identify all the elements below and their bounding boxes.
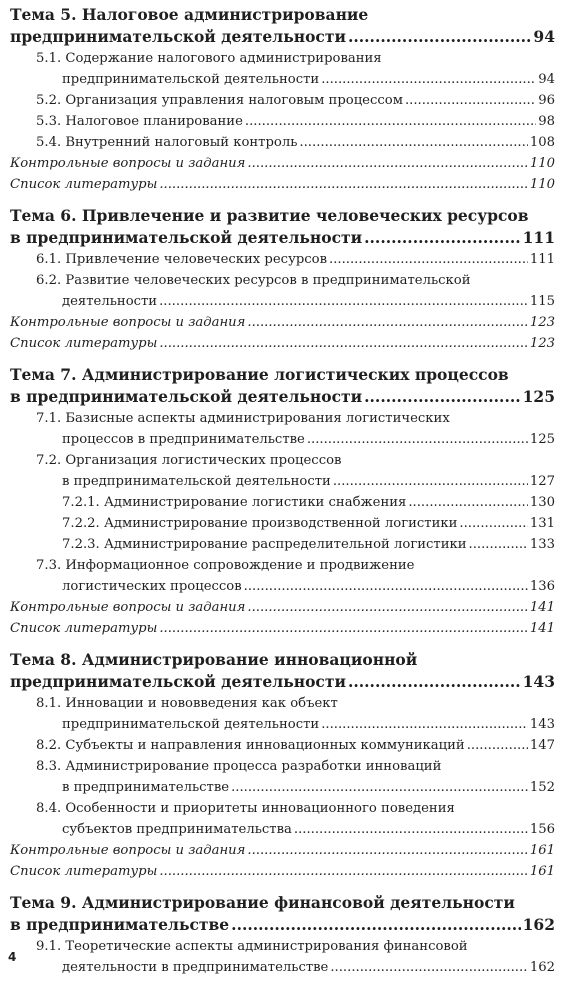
toc-subentry[interactable] <box>10 513 555 534</box>
entry-label: Контрольные вопросы и задания <box>10 600 246 615</box>
entry-line-2: в предпринимательстве <box>62 780 230 795</box>
toc-entry[interactable] <box>10 291 555 312</box>
page-number: 147 <box>529 738 555 753</box>
entry-label: Список литературы <box>10 621 158 636</box>
entry-line-2: предпринимательской деятельности <box>62 717 320 732</box>
dot-leader <box>247 840 527 861</box>
page-number: 131 <box>529 516 555 531</box>
toc-entry[interactable] <box>10 90 555 111</box>
toc-heading-row[interactable] <box>10 914 555 936</box>
topic-title-line-1: Тема 5. Налоговое администрирование <box>10 5 369 24</box>
page-number: 152 <box>529 780 555 795</box>
toc-entry[interactable] <box>10 132 555 153</box>
page-number: 162 <box>529 960 555 975</box>
entry-line-1: 7.3. Информационное сопровождение и продвижение <box>36 558 415 573</box>
dot-leader <box>330 957 527 978</box>
entry-line-2: процессов в предпринимательстве <box>62 432 305 447</box>
dot-leader <box>307 429 528 450</box>
dot-leader <box>467 735 528 756</box>
entry-line-1: 5.1. Содержание налогового администрирования <box>36 51 382 66</box>
entry-label: Контрольные вопросы и задания <box>10 156 246 171</box>
topic-title-line-2: в предпринимательской деятельности <box>10 387 363 406</box>
topic-title-line-1: Тема 6. Привлечение и развитие человеческих ресурсов <box>10 206 529 225</box>
page-number: 162 <box>522 915 555 934</box>
dot-leader <box>159 333 528 354</box>
dot-leader <box>321 714 528 735</box>
topic-title-line-1: Тема 9. Администрирование финансовой деятельности <box>10 893 515 912</box>
entry-line-1: 8.1. Инновации и нововведения как объект <box>36 696 338 711</box>
topic-title-line-2: предпринимательской деятельности <box>10 672 346 691</box>
entry-label: Контрольные вопросы и задания <box>10 315 246 330</box>
page-number: 156 <box>529 822 555 837</box>
dot-leader <box>469 534 528 555</box>
page-number: 108 <box>529 135 555 150</box>
dot-leader <box>159 174 528 195</box>
toc-entry[interactable] <box>10 69 555 90</box>
dot-leader <box>247 597 527 618</box>
entry-line-2: деятельности <box>62 294 158 309</box>
page-number: 143 <box>529 717 555 732</box>
entry-label: 7.2.3. Администрирование распределительной логистики <box>62 537 467 552</box>
dot-leader <box>159 618 528 639</box>
toc-entry[interactable] <box>10 819 555 840</box>
toc-entry[interactable] <box>10 777 555 798</box>
toc-entry[interactable] <box>10 429 555 450</box>
dot-leader <box>231 777 528 798</box>
toc-entry[interactable] <box>10 249 555 270</box>
page-number: 110 <box>529 156 555 171</box>
toc-entry-literature[interactable] <box>10 861 555 882</box>
page-number: 111 <box>529 252 555 267</box>
toc-entry-questions[interactable] <box>10 597 555 618</box>
dot-leader <box>159 291 528 312</box>
entry-label: Контрольные вопросы и задания <box>10 843 246 858</box>
dot-leader <box>231 914 520 936</box>
entry-label: Список литературы <box>10 336 158 351</box>
toc-heading-row[interactable] <box>10 671 555 693</box>
page-number: 141 <box>529 621 555 636</box>
topic-title-line-2: предпринимательской деятельности <box>10 27 346 46</box>
entry-label: 5.3. Налоговое планирование <box>36 114 243 129</box>
dot-leader <box>459 513 527 534</box>
page-number: 141 <box>529 600 555 615</box>
entry-label: 7.2.2. Администрирование производственной логистики <box>62 516 458 531</box>
entry-label: 6.1. Привлечение человеческих ресурсов <box>36 252 328 267</box>
dot-leader <box>321 69 536 90</box>
dot-leader <box>405 90 536 111</box>
page-number: 96 <box>538 93 555 108</box>
dot-leader <box>364 227 521 249</box>
toc-entry-literature[interactable] <box>10 618 555 639</box>
page-number: 161 <box>529 843 555 858</box>
page-number: 111 <box>522 228 555 247</box>
toc-entry-questions[interactable] <box>10 840 555 861</box>
toc-entry-questions[interactable] <box>10 153 555 174</box>
toc-heading-row[interactable] <box>10 386 555 408</box>
entry-line-1: 8.3. Администрирование процесса разработки инноваций <box>36 759 442 774</box>
entry-line-2: логистических процессов <box>62 579 242 594</box>
page-number: 127 <box>529 474 555 489</box>
entry-label: Список литературы <box>10 864 158 879</box>
entry-line-1: 8.4. Особенности и приоритеты инновационного поведения <box>36 801 455 816</box>
entry-label: 5.4. Внутренний налоговый контроль <box>36 135 298 150</box>
toc-entry-literature[interactable] <box>10 174 555 195</box>
toc-entry-literature[interactable] <box>10 333 555 354</box>
entry-line-1: 9.1. Теоретические аспекты администрирования финансовой <box>36 939 468 954</box>
toc-subentry[interactable] <box>10 534 555 555</box>
dot-leader <box>245 111 536 132</box>
topic-title-line-1: Тема 7. Администрирование логистических процессов <box>10 365 509 384</box>
page-number: 115 <box>529 294 555 309</box>
entry-line-2: предпринимательской деятельности <box>62 72 320 87</box>
topic-title-line-1: Тема 8. Администрирование инновационной <box>10 650 418 669</box>
toc-entry[interactable] <box>10 735 555 756</box>
page-number: 143 <box>522 672 555 691</box>
entry-label: 8.2. Субъекты и направления инновационных коммуникаций <box>36 738 465 753</box>
entry-label: 5.2. Организация управления налоговым процессом <box>36 93 403 108</box>
page-number: 123 <box>529 336 555 351</box>
page-number: 98 <box>538 114 555 129</box>
dot-leader <box>408 492 527 513</box>
page-number: 125 <box>529 432 555 447</box>
page-footer-number: 4 <box>8 950 17 964</box>
page-number: 110 <box>529 177 555 192</box>
toc-subentry[interactable] <box>10 492 555 513</box>
dot-leader <box>244 576 528 597</box>
dot-leader <box>247 312 527 333</box>
dot-leader <box>364 386 521 408</box>
toc-entry[interactable] <box>10 111 555 132</box>
dot-leader <box>294 819 528 840</box>
toc-heading-row[interactable] <box>10 26 555 48</box>
dot-leader <box>348 671 521 693</box>
dot-leader <box>333 471 528 492</box>
page-number: 133 <box>529 537 555 552</box>
entry-line-1: 7.1. Базисные аспекты администрирования логистических <box>36 411 450 426</box>
toc-entry-questions[interactable] <box>10 312 555 333</box>
toc-entry[interactable] <box>10 714 555 735</box>
entry-line-2: деятельности в предпринимательстве <box>62 960 329 975</box>
entry-line-2: в предпринимательской деятельности <box>62 474 331 489</box>
dot-leader <box>159 861 528 882</box>
entry-line-1: 6.2. Развитие человеческих ресурсов в предпринимательской <box>36 273 471 288</box>
page-number: 136 <box>529 579 555 594</box>
toc-heading-row[interactable] <box>10 227 555 249</box>
toc-entry[interactable] <box>10 957 555 978</box>
page-number: 125 <box>522 387 555 406</box>
toc-topic-8 <box>10 649 555 882</box>
page-number: 94 <box>533 27 555 46</box>
dot-leader <box>247 153 527 174</box>
toc-topic-9 <box>10 892 555 978</box>
page-number: 130 <box>529 495 555 510</box>
toc-topic-7 <box>10 364 555 639</box>
dot-leader <box>299 132 527 153</box>
dot-leader <box>329 249 528 270</box>
table-of-contents <box>10 4 555 988</box>
entry-line-1: 7.2. Организация логистических процессов <box>36 453 342 468</box>
entry-line-2: субъектов предпринимательства <box>62 822 292 837</box>
topic-title-line-2: в предпринимательской деятельности <box>10 228 363 247</box>
dot-leader <box>348 26 531 48</box>
toc-topic-6 <box>10 205 555 354</box>
entry-label: Список литературы <box>10 177 158 192</box>
page-number: 161 <box>529 864 555 879</box>
topic-title-line-2: в предпринимательстве <box>10 915 230 934</box>
toc-entry[interactable] <box>10 471 555 492</box>
toc-entry[interactable] <box>10 576 555 597</box>
toc-topic-5 <box>10 4 555 195</box>
entry-label: 7.2.1. Администрирование логистики снабжения <box>62 495 407 510</box>
page-number: 123 <box>529 315 555 330</box>
page-number: 94 <box>538 72 555 87</box>
